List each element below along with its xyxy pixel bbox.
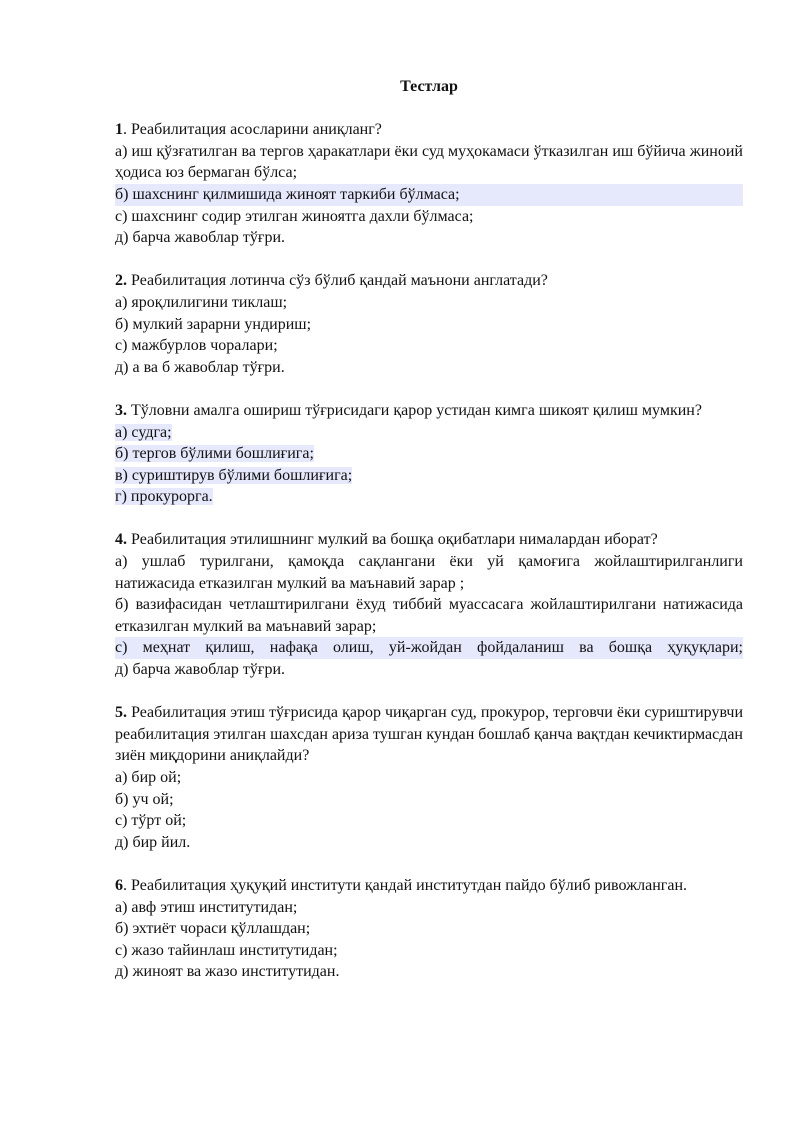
question-text — [115, 400, 743, 422]
answer-option: б) вазифасидан четлаштирилгани ёхуд тиббий муассасага жойлаштирилгани натижасида етказилган мулкий ва маънавий зарар; — [115, 596, 743, 635]
answer-option: с) тўрт ой; — [115, 812, 187, 830]
question-5 — [115, 702, 743, 853]
question-body: Реабилитация асосларини аниқланг? — [131, 121, 382, 139]
question-2 — [115, 270, 743, 378]
answer-option: а) бир ой; — [115, 769, 182, 786]
answer-option: б) уч ой; — [115, 790, 174, 808]
question-text: 6. Реабилитация ҳуқуқий институти қандай институтдан пайдо бўлиб ривожланган. — [115, 876, 688, 894]
question-text — [115, 529, 743, 551]
question-text — [115, 702, 743, 767]
question-1 — [115, 119, 743, 249]
answer-option: д) жиноят ва жазо институтидан. — [115, 963, 340, 981]
answer-option: с) мажбурлов чоралари; — [115, 337, 278, 355]
question-number: 6 — [115, 876, 123, 894]
question-text — [115, 270, 743, 292]
answer-option-highlighted: с) меҳнат қилиш, нафақа олиш, уй-жойдан фойдаланиш ва бошқа ҳуқуқлари; — [115, 637, 743, 659]
answer-option-highlighted: б) шахснинг қилмишида жиноят таркиби бўлмаса; — [115, 184, 743, 206]
answer-option-highlighted: в) суриштирув бўлими бошлиғига; — [115, 466, 353, 484]
answer-option-highlighted: а) судга; — [115, 423, 172, 441]
answer-option-highlighted: б) тергов бўлими бошлиғига; — [115, 445, 314, 463]
question-body: Реабилитация ҳуқуқий институти қандай институтдан пайдо бўлиб ривожланган. — [131, 876, 688, 894]
answer-option: с) шахснинг содир этилган жиноятга дахли бўлмаса; — [115, 207, 474, 225]
question-4 — [115, 529, 743, 680]
answer-option: д) барча жавоблар тўғри. — [115, 661, 286, 679]
question-number: 4. — [115, 531, 127, 549]
question-body: Реабилитация этиш тўғрисида қарор чиқарган суд, прокурор, терговчи ёки суриштирувчи реабилитация этилган шахсдан ариза тушган кундан бошлаб қанча вақтдан кечиктирмасдан зиён миқдорини аниқлайди? — [115, 704, 744, 765]
question-body: Реабилитация лотинча сўз бўлиб қандай маънони англатади? — [131, 272, 548, 290]
answer-option: д) а ва б жавоблар тўғри. — [115, 358, 285, 376]
answer-option: а) ушлаб турилгани, қамоқда сақлангани ёки уй қамоғига жойлаштирилганлиги натижасида етказилган мулкий ва маънавий зарар ; — [115, 553, 743, 592]
question-text: 1. Реабилитация асосларини аниқланг? — [115, 121, 382, 139]
answer-option: д) бир йил. — [115, 833, 191, 851]
question-number: 5. — [115, 704, 127, 722]
question-body: Тўловни амалга ошириш тўғрисидаги қарор устидан кимга шикоят қилиш мумкин? — [131, 401, 702, 419]
question-number: 1 — [115, 121, 123, 139]
answer-option: а) авф этиш институтидан; — [115, 898, 298, 916]
question-number: 3. — [115, 401, 127, 419]
question-6 — [115, 875, 743, 983]
page-title: Тестлар — [400, 78, 458, 95]
question-3 — [115, 400, 743, 508]
answer-option: б) эхтиёт чораси қўллашдан; — [115, 920, 311, 938]
question-body: Реабилитация этилишнинг мулкий ва бошқа оқибатлари нималардан иборат? — [131, 531, 658, 549]
answer-option-highlighted: г) прокурорга. — [115, 488, 213, 506]
answer-option: б) мулкий зарарни ундириш; — [115, 315, 312, 333]
answer-option: д) барча жавоблар тўғри. — [115, 229, 286, 247]
question-number: 2. — [115, 272, 127, 290]
answer-option: с) жазо тайинлаш институтидан; — [115, 941, 338, 959]
document-page — [115, 76, 743, 1005]
answer-option: а) иш қўзғатилган ва тергов ҳаракатлари ёки суд муҳокамаси ўтказилган иш бўйича жиноий ҳодиса юз бермаган бўлса; — [115, 142, 743, 182]
answer-option: а) яроқлилигини тиклаш; — [115, 293, 288, 311]
